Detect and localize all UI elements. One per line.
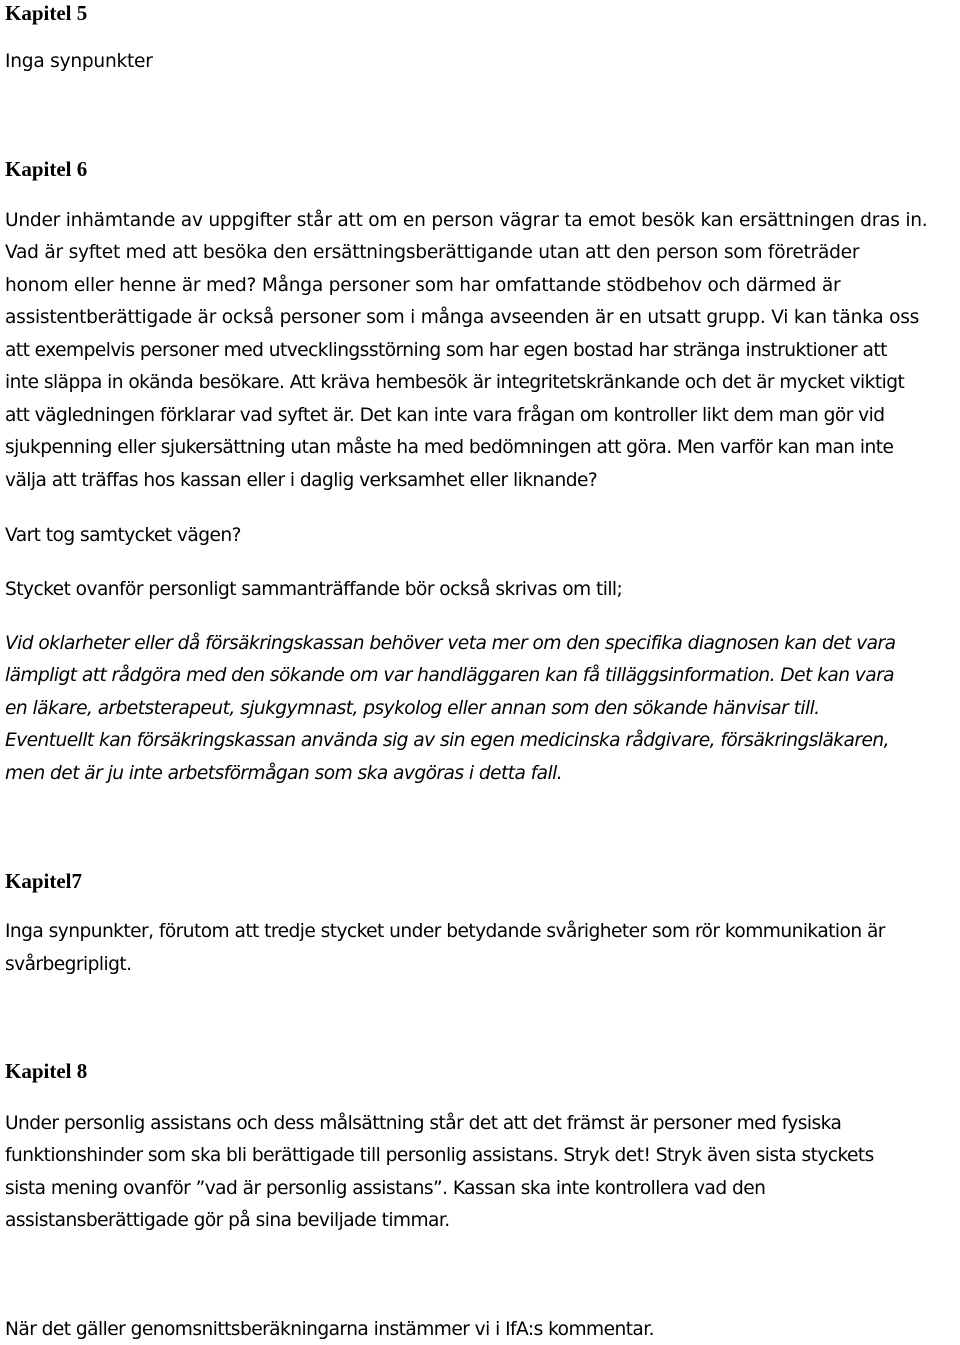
kapitel-8-text: assistansberättigade gör på sina beviljade timmar. bbox=[5, 1210, 450, 1231]
kapitel-6-italic-line: en läkare, arbetsterapeut, sjukgymnast, psykolog eller annan som den sökande hänvisar till. bbox=[5, 698, 820, 719]
kapitel-7-text: Inga synpunkter, förutom att tredje stycket under betydande svårigheter som rör kommunikation är bbox=[5, 921, 885, 942]
kapitel-8-closing: När det gäller genomsnittsberäkningarna instämmer vi i IfA:s kommentar. bbox=[5, 1319, 655, 1340]
kapitel-6-italic-line: Vid oklarheter eller då försäkringskassan behöver veta mer om den specifika diagnosen kan det vara bbox=[5, 633, 896, 654]
kapitel-6-intro: Stycket ovanför personligt sammanträffande bör också skrivas om till; bbox=[5, 579, 623, 600]
kapitel-6-question: Vart tog samtycket vägen? bbox=[5, 525, 241, 546]
kapitel-6-paragraph-line: att exempelvis personer med utvecklingsstörning som har egen bostad har stränga instruktioner att bbox=[5, 340, 887, 361]
heading-kapitel-8: Kapitel 8 bbox=[5, 1059, 88, 1083]
kapitel-6-paragraph-line: assistentberättigade är också personer som i många avseenden är en utsatt grupp. Vi kan tänka oss bbox=[5, 307, 920, 328]
heading-kapitel-6: Kapitel 6 bbox=[5, 157, 88, 181]
kapitel-6-paragraph-line: att vägledningen förklarar vad syftet är. Det kan inte vara frågan om kontroller likt dem man gör vid bbox=[5, 405, 885, 426]
kapitel-8-text: sista mening ovanför ”vad är personlig assistans”. Kassan ska inte kontrollera vad den bbox=[5, 1178, 766, 1199]
kapitel-6-italic-line: Eventuellt kan försäkringskassan använda sig av sin egen medicinska rådgivare, försäkringsläkaren, bbox=[5, 730, 889, 751]
kapitel-8-text: funktionshinder som ska bli berättigade till personlig assistans. Stryk det! Stryk även sista styckets bbox=[5, 1145, 874, 1166]
kapitel-6-paragraph-line: välja att träffas hos kassan eller i daglig verksamhet eller liknande? bbox=[5, 470, 598, 491]
kapitel-6-italic-line: men det är ju inte arbetsförmågan som ska avgöras i detta fall. bbox=[5, 763, 563, 784]
kapitel-6-paragraph-line: honom eller henne är med? Många personer som har omfattande stödbehov och därmed är bbox=[5, 275, 841, 296]
kapitel-7-text: svårbegripligt. bbox=[5, 954, 132, 975]
heading-kapitel-7: Kapitel7 bbox=[5, 869, 82, 893]
kapitel-6-paragraph-line: inte släppa in okända besökare. Att kräva hembesök är integritetskränkande och det är mycket viktigt bbox=[5, 372, 905, 393]
kapitel-6-italic-line: lämpligt att rådgöra med den sökande om var handläggaren kan få tilläggsinformation. Det kan vara bbox=[5, 665, 895, 686]
heading-kapitel-5: Kapitel 5 bbox=[5, 1, 88, 25]
kapitel-8-text: Under personlig assistans och dess målsättning står det att det främst är personer med fysiska bbox=[5, 1113, 842, 1134]
kapitel-5-text: Inga synpunkter bbox=[5, 51, 153, 72]
kapitel-6-paragraph-line: Under inhämtande av uppgifter står att om en person vägrar ta emot besök kan ersättningen dras in. bbox=[5, 210, 928, 231]
kapitel-6-paragraph-line: Vad är syftet med att besöka den ersättningsberättigande utan att den person som företräder bbox=[5, 242, 860, 263]
kapitel-6-paragraph-line: sjukpenning eller sjukersättning utan måste ha med bedömningen att göra. Men varför kan man inte bbox=[5, 437, 894, 458]
